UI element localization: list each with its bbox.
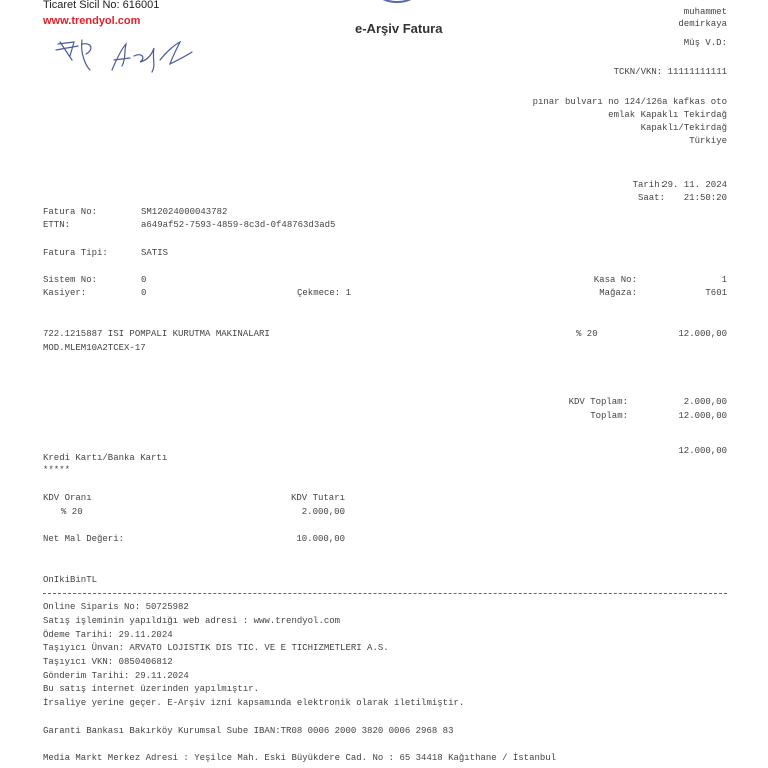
invoice-no-value: SM12024000043782 — [141, 207, 228, 217]
store-label: Mağaza: — [599, 288, 637, 298]
cashier-value: 0 — [141, 288, 147, 298]
buyer-address-line: emlak Kapaklı Tekirdağ — [608, 110, 727, 120]
paid-amount: 12.000,00 — [678, 446, 727, 456]
note-line: Ödeme Tarihi: 29.11.2024 — [43, 630, 173, 640]
item-amount: 12.000,00 — [678, 329, 727, 339]
handwritten-signature — [52, 36, 202, 78]
system-no-value: 0 — [141, 275, 147, 285]
invoice-no-label: Fatura No: — [43, 207, 98, 217]
headquarters-address: Media Markt Merkez Adresi : Yeşilce Mah. Eski Büyükdere Cad. No : 65 34418 Kağıthane / İstanbul — [43, 753, 557, 763]
e-archive-seal-logo — [352, 0, 442, 4]
buyer-tax-office: Müş V.D: — [683, 38, 727, 48]
item-model: MOD.MLEM10A2TCEX-17 — [43, 343, 146, 353]
bank-info: Garanti Bankası Bakırköy Kurumsal Sube IBAN:TR08 0006 2000 3820 0006 2968 83 — [43, 726, 454, 736]
store-value: T601 — [705, 288, 727, 298]
register-no-value: 1 — [721, 275, 727, 285]
invoice-type-value: SATIS — [141, 248, 169, 258]
date-label: Tarih: — [632, 180, 665, 190]
note-line: Bu satış internet üzerinden yapılmıştır. — [43, 684, 260, 694]
amount-in-words: OnIkiBinTL — [43, 575, 98, 585]
vat-amount-header: KDV Tutarı — [290, 493, 345, 503]
date-value: 29. 11. 2024 — [662, 180, 727, 190]
invoice-type-label: Fatura Tipi: — [43, 248, 108, 258]
buyer-address-line: Kapaklı/Tekirdağ — [640, 123, 727, 133]
ettn-value: a649af52-7593-4859-8c3d-0f48763d3ad5 — [141, 220, 336, 230]
total-label: Toplam: — [590, 411, 628, 421]
total-value: 12.000,00 — [678, 411, 727, 421]
note-line: Taşıyıcı VKN: 0850406812 — [43, 657, 173, 667]
note-line: Satış işleminin yapıldığı web adresi : www.trendyol.com — [43, 616, 341, 626]
time-value: 21:50:20 — [683, 193, 727, 203]
vat-rate-value: % 20 — [61, 507, 83, 517]
buyer-address-line: pınar bulvarı no 124/126a kafkas oto — [532, 97, 727, 107]
register-no-label: Kasa No: — [593, 275, 637, 285]
vat-total-label: KDV Toplam: — [568, 397, 628, 407]
cashier-label: Kasiyer: — [43, 288, 87, 298]
time-label: Saat: — [637, 193, 665, 203]
note-line: Taşıyıcı Ünvan: ARVATO LOJISTIK DIS TIC. VE E TICHIZMETLERI A.S. — [43, 643, 389, 653]
trade-registry-number: Ticaret Sicil No: 616001 — [43, 0, 160, 11]
buyer-name-first: muhammet — [683, 7, 727, 17]
dashed-divider — [43, 593, 727, 594]
item-vat-rate: % 20 — [576, 329, 598, 339]
ettn-label: ETTN: — [43, 220, 71, 230]
vat-total-value: 2.000,00 — [683, 397, 727, 407]
drawer-number: Çekmece: 1 — [297, 288, 352, 298]
net-value-label: Net Mal Değeri: — [43, 534, 125, 544]
vat-amount-value: 2.000,00 — [301, 507, 345, 517]
buyer-tckn: TCKN/VKN: 11111111111 — [613, 67, 727, 77]
document-title: e-Arşiv Fatura — [355, 21, 443, 36]
net-value-amount: 10.000,00 — [296, 534, 345, 544]
card-mask: ***** — [43, 465, 71, 475]
note-line: İrsaliye yerine geçer. E-Arşiv izni kapsamında elektronik olarak iletilmiştir. — [43, 698, 465, 708]
system-no-label: Sistem No: — [43, 275, 98, 285]
item-description: 722.1215887 ISI POMPALI KURUTMA MAKINALARI — [43, 329, 270, 339]
vat-rate-header: KDV Oranı — [43, 493, 92, 503]
buyer-address-line: Türkiye — [689, 136, 727, 146]
note-line: Gönderim Tarihi: 29.11.2024 — [43, 671, 189, 681]
seller-website-link[interactable]: www.trendyol.com — [43, 15, 141, 27]
buyer-name-last: demirkaya — [678, 19, 727, 29]
note-line: Online Siparis No: 50725982 — [43, 602, 189, 612]
payment-method: Kredi Kartı/Banka Kartı — [43, 453, 168, 463]
